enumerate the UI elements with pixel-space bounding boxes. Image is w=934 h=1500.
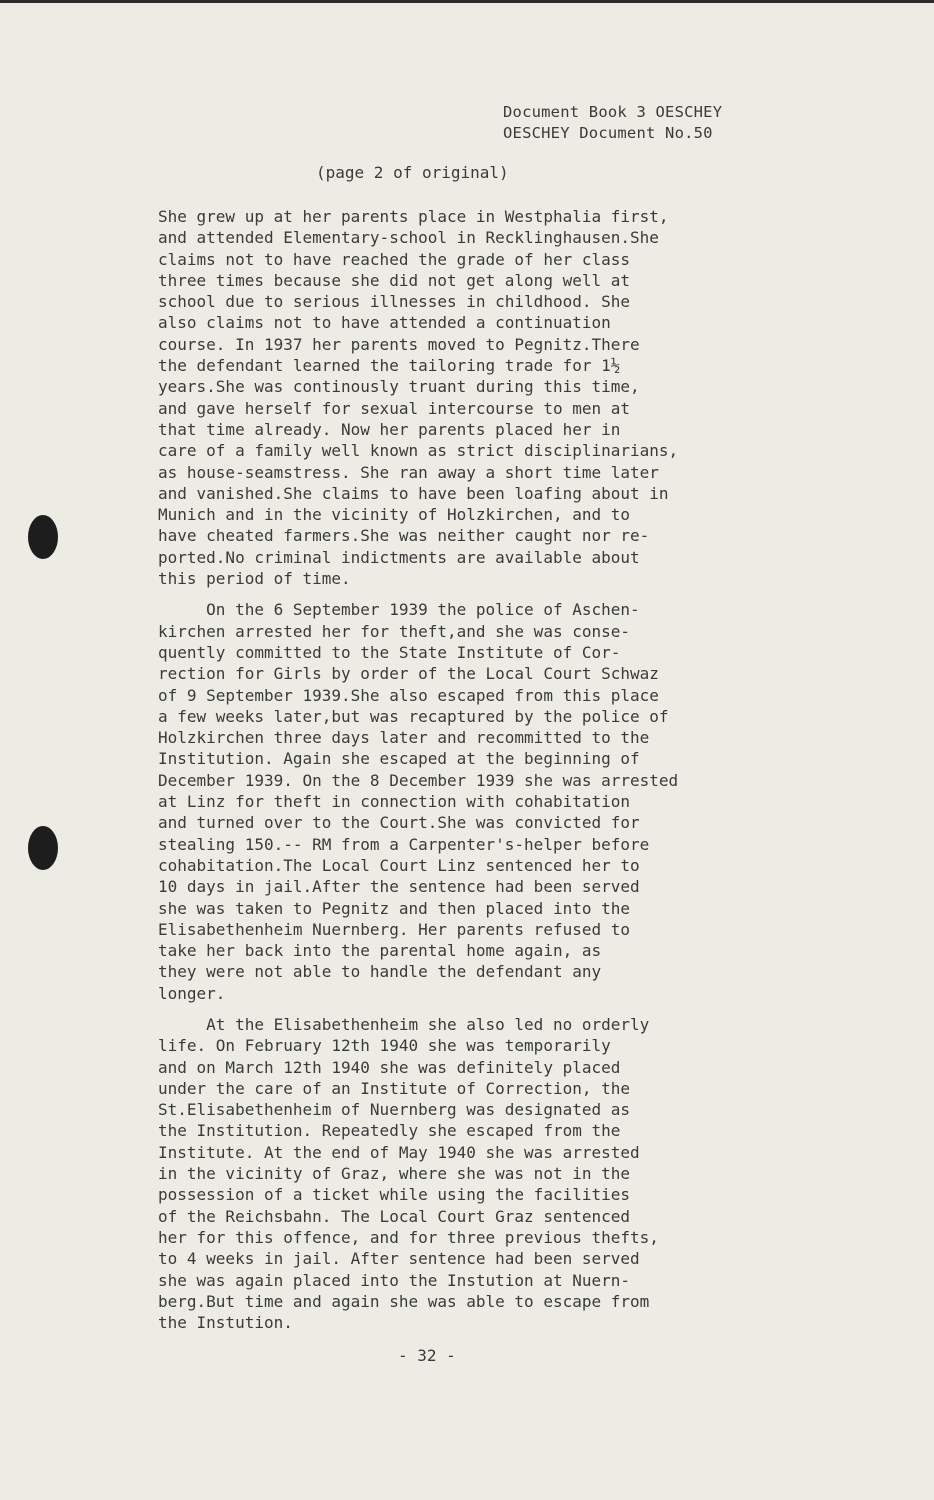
- text-line: years.She was continously truant during this time,: [158, 377, 640, 397]
- text-line: as house-seamstress. She ran away a short time later: [158, 462, 659, 482]
- text-line: On the 6 September 1939 the police of Aschen-: [158, 600, 640, 620]
- text-line: kirchen arrested her for theft,and she was conse-: [158, 621, 631, 641]
- text-line: longer.: [158, 983, 226, 1003]
- text-line: Munich and in the vicinity of Holzkirchen, and to: [158, 505, 631, 525]
- text-line: she was taken to Pegnitz and then placed into the: [158, 898, 631, 918]
- document-header: [503, 102, 722, 144]
- punch-hole: [28, 515, 58, 559]
- text-line: and turned over to the Court.She was convicted for: [158, 813, 640, 833]
- text-line: claims not to have reached the grade of her class: [158, 249, 631, 269]
- text-line: She grew up at her parents place in Westphalia first,: [158, 207, 669, 226]
- paragraph: [158, 206, 818, 589]
- text-line: have cheated farmers.She was neither caught nor re-: [158, 526, 650, 546]
- paragraph: [158, 599, 818, 1004]
- text-line: Institute. At the end of May 1940 she was arrested: [158, 1142, 640, 1162]
- text-line: of the Reichsbahn. The Local Court Graz sentenced: [158, 1206, 631, 1226]
- text-line: of 9 September 1939.She also escaped from this place: [158, 685, 659, 705]
- text-line: berg.But time and again she was able to escape from: [158, 1291, 650, 1311]
- text-line: Holzkirchen three days later and recommitted to the: [158, 728, 650, 748]
- page-number: - 32 -: [398, 1346, 456, 1365]
- paragraph: [158, 1014, 818, 1333]
- text-line: and on March 12th 1940 she was definitely placed: [158, 1057, 621, 1077]
- text-line: and attended Elementary-school in Recklinghausen.She: [158, 228, 659, 248]
- text-line: care of a family well known as strict disciplinarians,: [158, 441, 679, 461]
- text-line: St.Elisabethenheim of Nuernberg was designated as: [158, 1100, 631, 1120]
- text-line: ported.No criminal indictments are available about: [158, 547, 640, 567]
- text-line: that time already. Now her parents placed her in: [158, 419, 621, 439]
- text-line: course. In 1937 her parents moved to Pegnitz.There: [158, 334, 640, 354]
- text-line: in the vicinity of Graz, where she was not in the: [158, 1164, 631, 1184]
- text-line: quently committed to the State Institute of Cor-: [158, 642, 621, 662]
- text-line: also claims not to have attended a continuation: [158, 313, 611, 333]
- text-line: school due to serious illnesses in childhood. She: [158, 292, 631, 312]
- text-line: and vanished.She claims to have been loafing about in: [158, 483, 669, 503]
- text-line: December 1939. On the 8 December 1939 she was arrested: [158, 770, 679, 790]
- original-page-note: (page 2 of original): [316, 163, 509, 182]
- text-line: the Instution.: [158, 1313, 293, 1333]
- text-line: life. On February 12th 1940 she was temporarily: [158, 1036, 611, 1056]
- text-line: and gave herself for sexual intercourse to men at: [158, 398, 631, 418]
- page-top-edge: [0, 0, 934, 3]
- text-line: cohabitation.The Local Court Linz sentenced her to: [158, 855, 640, 875]
- text-line: this period of time.: [158, 569, 351, 589]
- header-line-doc-number: OESCHEY Document No.50: [503, 124, 713, 142]
- text-line: take her back into the parental home again, as: [158, 941, 602, 961]
- header-line-book: Document Book 3 OESCHEY: [503, 103, 723, 121]
- text-line: to 4 weeks in jail. After sentence had been served: [158, 1249, 640, 1269]
- text-line: stealing 150.-- RM from a Carpenter's-helper before: [158, 834, 650, 854]
- text-line: rection for Girls by order of the Local Court Schwaz: [158, 664, 659, 684]
- text-line: 10 days in jail.After the sentence had been served: [158, 877, 640, 897]
- text-line: three times because she did not get along well at: [158, 270, 631, 290]
- text-line: a few weeks later,but was recaptured by the police of: [158, 706, 669, 726]
- document-body: [158, 206, 818, 1333]
- text-line: her for this offence, and for three previous thefts,: [158, 1227, 659, 1247]
- text-line: under the care of an Institute of Correction, the: [158, 1078, 631, 1098]
- text-line: the defendant learned the tailoring trade for 1½: [158, 356, 621, 376]
- text-line: she was again placed into the Instution at Nuern-: [158, 1270, 631, 1290]
- text-line: possession of a ticket while using the facilities: [158, 1185, 631, 1205]
- punch-hole: [28, 826, 58, 870]
- text-line: Elisabethenheim Nuernberg. Her parents refused to: [158, 919, 631, 939]
- text-line: at Linz for theft in connection with cohabitation: [158, 792, 631, 812]
- text-line: the Institution. Repeatedly she escaped from the: [158, 1121, 621, 1141]
- text-line: At the Elisabethenheim she also led no orderly: [158, 1014, 650, 1034]
- text-line: they were not able to handle the defendant any: [158, 962, 602, 982]
- text-line: Institution. Again she escaped at the beginning of: [158, 749, 640, 769]
